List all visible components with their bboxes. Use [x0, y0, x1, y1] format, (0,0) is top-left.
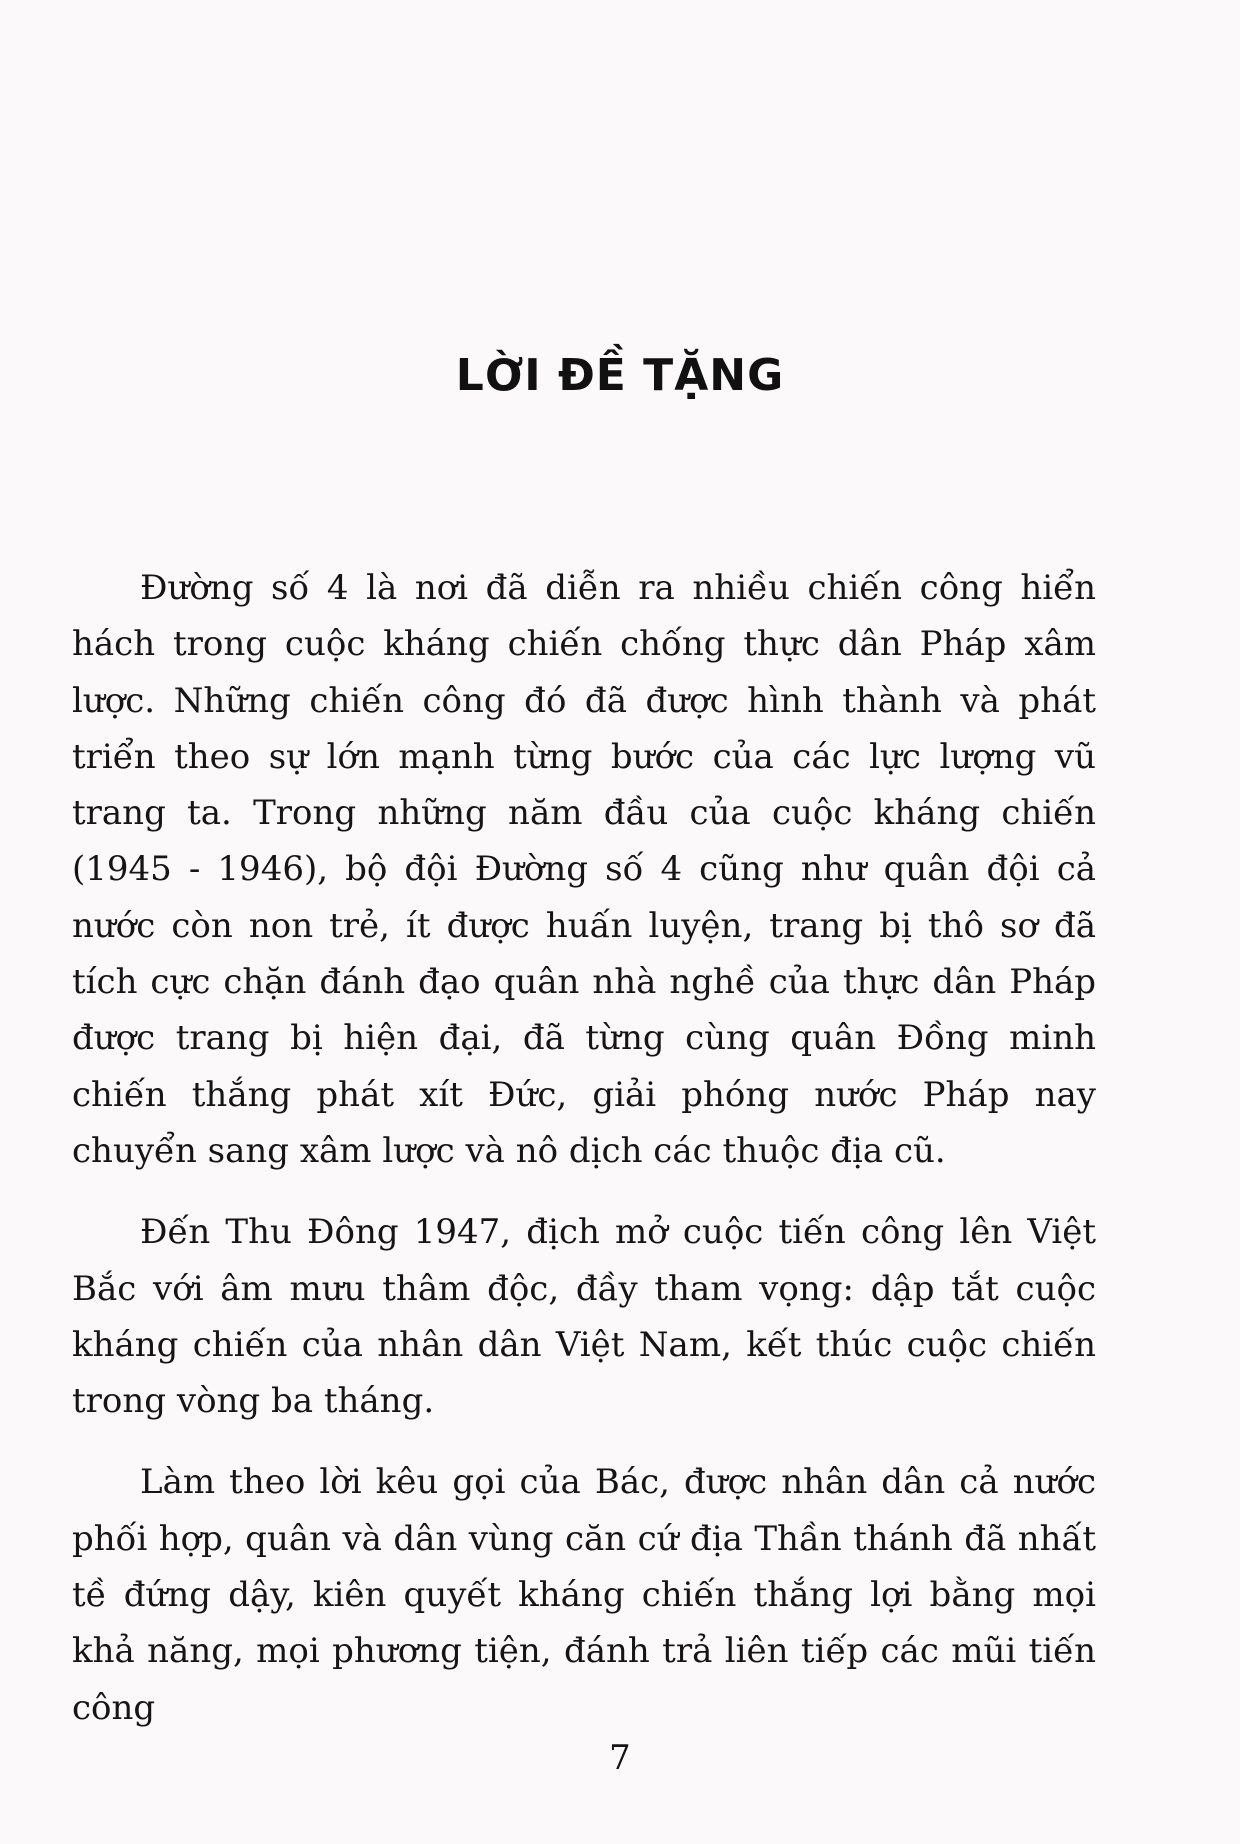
- page-number: 7: [609, 1738, 631, 1778]
- page-title: LỜI ĐỀ TẶNG: [455, 350, 785, 401]
- paragraph-3: Làm theo lời kêu gọi của Bác, được nhân dân cả nước phối hợp, quân và dân vùng căn cứ địa Thần thánh đã nhất tề đứng dậy, kiên quyết kháng chiến thắng lợi bằng mọi khả năng, mọi phương tiện, đánh trả liên tiếp các mũi tiến công: [72, 1462, 1096, 1728]
- paragraph-2: Đến Thu Đông 1947, địch mở cuộc tiến công lên Việt Bắc với âm mưu thâm độc, đầy tham vọng: dập tắt cuộc kháng chiến của nhân dân Việt Nam, kết thúc cuộc chiến trong vòng ba tháng.: [72, 1212, 1096, 1422]
- body-text: [72, 560, 1096, 1761]
- paragraph-1: Đường số 4 là nơi đã diễn ra nhiều chiến công hiển hách trong cuộc kháng chiến chống thực dân Pháp xâm lược. Những chiến công đó đã được hình thành và phát triển theo sự lớn mạnh từng bước của các lực lượng vũ trang ta. Trong những năm đầu của cuộc kháng chiến (1945 - 1946), bộ đội Đường số 4 cũng như quân đội cả nước còn non trẻ, ít được huấn luyện, trang bị thô sơ đã tích cực chặn đánh đạo quân nhà nghề của thực dân Pháp được trang bị hiện đại, đã từng cùng quân Đồng minh chiến thắng phát xít Đức, giải phóng nước Pháp nay chuyển sang xâm lược và nô dịch các thuộc địa cũ.: [72, 568, 1096, 1171]
